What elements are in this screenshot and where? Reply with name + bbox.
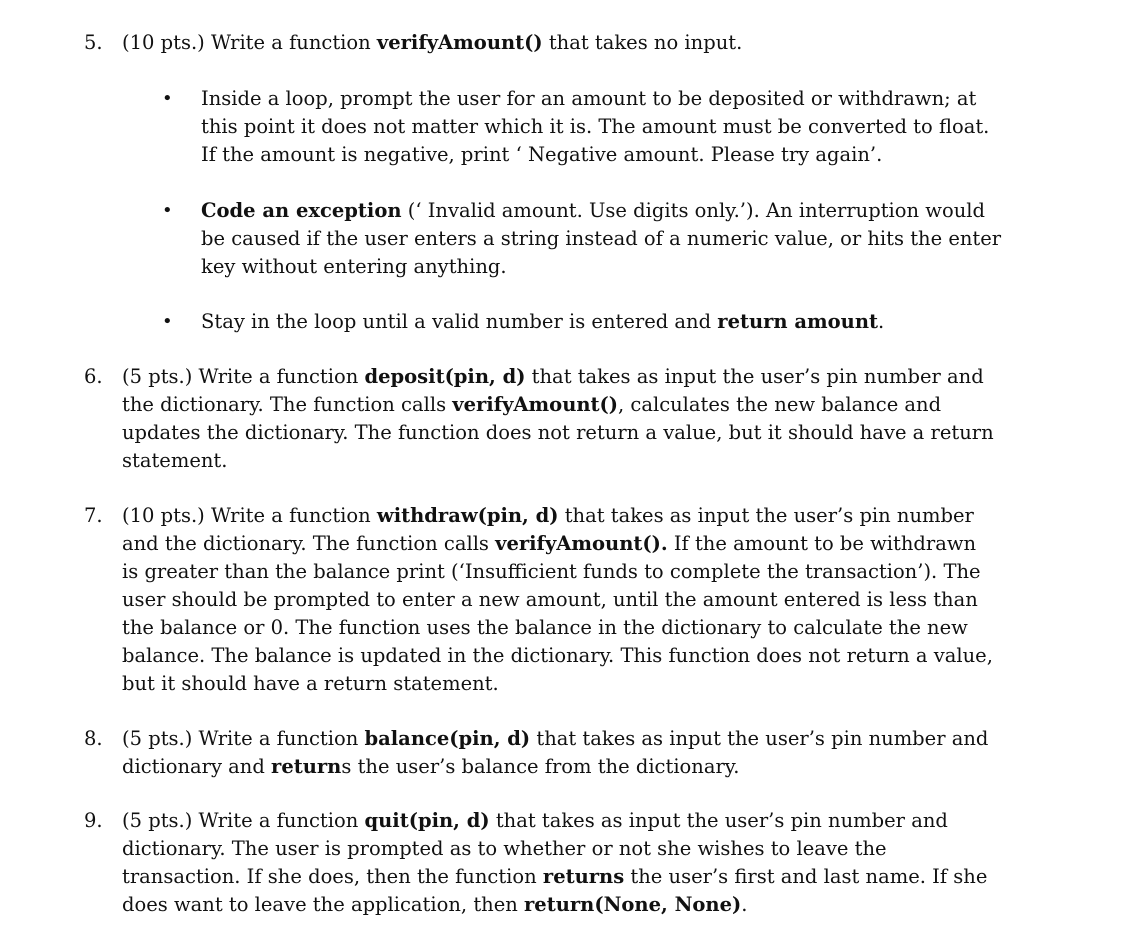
question-line bbox=[122, 502, 1052, 530]
question-line-text: (5 pts.) Write a function bbox=[122, 365, 365, 388]
question-line bbox=[122, 29, 1052, 57]
question-line bbox=[122, 725, 1052, 753]
bullet-line bbox=[201, 308, 1041, 336]
bullet-line-text: . bbox=[878, 310, 885, 333]
function-name: quit(pin, d) bbox=[364, 809, 490, 832]
question-line bbox=[122, 753, 1052, 781]
question-line: balance. The balance is updated in the dictionary. This function does not return a value, bbox=[122, 644, 993, 667]
bullet-text bbox=[201, 85, 1041, 169]
bullet-line: If the amount is negative, print ‘ Negative amount. Please try again’. bbox=[201, 143, 883, 166]
bullet-text bbox=[201, 308, 1041, 336]
function-name: verifyAmount() bbox=[452, 393, 619, 416]
function-name: withdraw(pin, d) bbox=[376, 504, 559, 527]
question-text bbox=[122, 363, 1052, 475]
question-line-text: s the user’s balance from the dictionary. bbox=[341, 755, 740, 778]
question-line-text: that takes as input the user’s pin number bbox=[558, 504, 974, 527]
question-line-text: dictionary and bbox=[122, 755, 272, 778]
bullet-line: this point it does not matter which it is. The amount must be converted to float. bbox=[201, 115, 990, 138]
bullet-line bbox=[201, 197, 1041, 225]
question-line: user should be prompted to enter a new amount, until the amount entered is less than bbox=[122, 588, 978, 611]
question-line: is greater than the balance print (‘Insufficient funds to complete the transaction’). The bbox=[122, 560, 981, 583]
question-text bbox=[122, 502, 1052, 698]
question-line bbox=[122, 807, 1052, 835]
question-number: 5. bbox=[84, 31, 103, 54]
question-number: 7. bbox=[84, 504, 103, 527]
bold-term: Code an exception bbox=[201, 199, 402, 222]
question-text bbox=[122, 725, 1052, 781]
question-line bbox=[122, 391, 1052, 419]
bullet-line-text: Stay in the loop until a valid number is entered and bbox=[201, 310, 718, 333]
question-line-text: the user’s first and last name. If she bbox=[624, 865, 988, 888]
bullet-line-text: (‘ Invalid amount. Use digits only.’). An interruption would bbox=[401, 199, 985, 222]
question-line-text: that takes as input the user’s pin number and bbox=[525, 365, 984, 388]
bullet-icon: • bbox=[162, 200, 173, 221]
question-number: 8. bbox=[84, 727, 103, 750]
question-line: but it should have a return statement. bbox=[122, 672, 499, 695]
function-name: verifyAmount(). bbox=[495, 532, 668, 555]
question-line: updates the dictionary. The function does not return a value, but it should have a return bbox=[122, 421, 994, 444]
question-line: the balance or 0. The function uses the balance in the dictionary to calculate the new bbox=[122, 616, 968, 639]
question-line-text: (10 pts.) Write a function bbox=[122, 504, 377, 527]
question-number: 9. bbox=[84, 809, 103, 832]
question-line: statement. bbox=[122, 449, 228, 472]
question-line-text: If the amount to be withdrawn bbox=[667, 532, 977, 555]
question-line-text: (5 pts.) Write a function bbox=[122, 727, 365, 750]
question-line-text: , calculates the new balance and bbox=[618, 393, 942, 416]
question-line-text: (5 pts.) Write a function bbox=[122, 809, 365, 832]
question-number: 6. bbox=[84, 365, 103, 388]
function-name: balance(pin, d) bbox=[364, 727, 531, 750]
question-line-text: transaction. If she does, then the function bbox=[122, 865, 543, 888]
function-name: deposit(pin, d) bbox=[364, 365, 526, 388]
bullet-line: be caused if the user enters a string instead of a numeric value, or hits the enter bbox=[201, 227, 1002, 250]
bold-term: return bbox=[271, 755, 342, 778]
question-line: dictionary. The user is prompted as to whether or not she wishes to leave the bbox=[122, 837, 887, 860]
bullet-icon: • bbox=[162, 88, 173, 109]
question-line-text: that takes no input. bbox=[542, 31, 743, 54]
bullet-icon: • bbox=[162, 311, 173, 332]
bold-term: returns bbox=[542, 865, 625, 888]
question-line bbox=[122, 530, 1052, 558]
question-text bbox=[122, 29, 1052, 57]
question-line-text: and the dictionary. The function calls bbox=[122, 532, 496, 555]
bullet-text bbox=[201, 197, 1041, 281]
question-line bbox=[122, 891, 1052, 919]
bold-term: return amount bbox=[717, 310, 879, 333]
question-line-text: that takes as input the user’s pin number and bbox=[489, 809, 948, 832]
question-line-text: the dictionary. The function calls bbox=[122, 393, 453, 416]
bullet-line: Inside a loop, prompt the user for an amount to be deposited or withdrawn; at bbox=[201, 87, 977, 110]
question-points: (10 pts.) Write a function bbox=[122, 31, 377, 54]
bullet-line: key without entering anything. bbox=[201, 255, 507, 278]
question-line bbox=[122, 363, 1052, 391]
question-line-text: does want to leave the application, then bbox=[122, 893, 525, 916]
question-line bbox=[122, 863, 1052, 891]
question-text bbox=[122, 807, 1052, 919]
function-name: verifyAmount() bbox=[376, 31, 543, 54]
bold-term: return(None, None) bbox=[524, 893, 742, 916]
question-line-text: that takes as input the user’s pin number and bbox=[530, 727, 989, 750]
question-line-text: . bbox=[741, 893, 748, 916]
